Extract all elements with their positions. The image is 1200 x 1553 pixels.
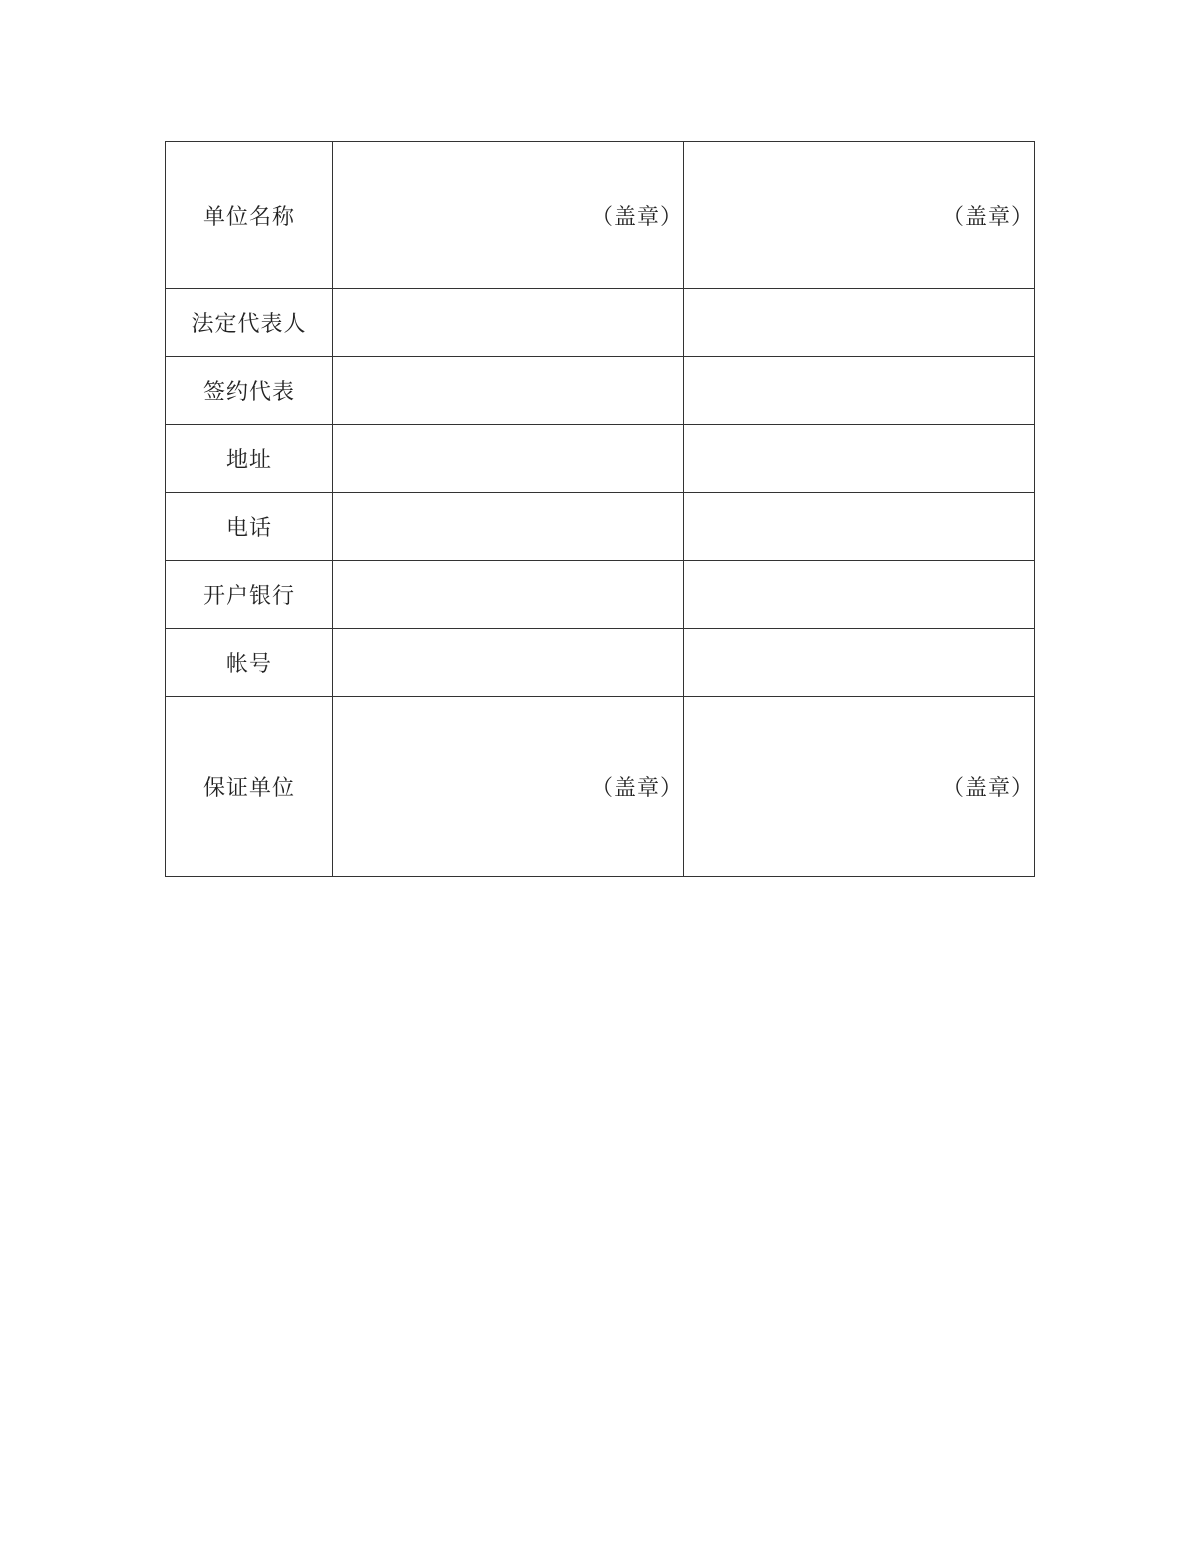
table-row-unit-name <box>166 142 1035 289</box>
account-party-b-cell[interactable] <box>684 629 1035 697</box>
signing-rep-party-a-cell[interactable] <box>333 357 684 425</box>
phone-party-a-cell[interactable] <box>333 493 684 561</box>
table-row-guarantor <box>166 697 1035 877</box>
table-row-address <box>166 425 1035 493</box>
legal-rep-party-a-cell[interactable] <box>333 289 684 357</box>
unit-name-party-b-cell[interactable] <box>684 142 1035 289</box>
row-label-bank: 开户银行 <box>166 561 333 629</box>
row-label-legal-rep: 法定代表人 <box>166 289 333 357</box>
seal-note: （盖章） <box>590 204 683 230</box>
table-row-bank <box>166 561 1035 629</box>
unit-name-party-a-cell[interactable] <box>333 142 684 289</box>
seal-note: （盖章） <box>941 204 1034 230</box>
seal-note: （盖章） <box>941 776 1034 801</box>
legal-rep-party-b-cell[interactable] <box>684 289 1035 357</box>
address-party-b-cell[interactable] <box>684 425 1035 493</box>
guarantor-party-b-cell[interactable] <box>684 697 1035 877</box>
seal-note: （盖章） <box>590 776 683 801</box>
signing-rep-party-b-cell[interactable] <box>684 357 1035 425</box>
row-label-signing-rep: 签约代表 <box>166 357 333 425</box>
bank-party-b-cell[interactable] <box>684 561 1035 629</box>
table-row-signing-rep <box>166 357 1035 425</box>
table-row-legal-rep <box>166 289 1035 357</box>
phone-party-b-cell[interactable] <box>684 493 1035 561</box>
row-label-address: 地址 <box>166 425 333 493</box>
row-label-guarantor: 保证单位 <box>166 697 333 877</box>
account-party-a-cell[interactable] <box>333 629 684 697</box>
row-label-account: 帐号 <box>166 629 333 697</box>
party-info-table <box>165 141 1035 877</box>
table-row-account <box>166 629 1035 697</box>
guarantor-party-a-cell[interactable] <box>333 697 684 877</box>
row-label-unit-name: 单位名称 <box>166 142 333 289</box>
address-party-a-cell[interactable] <box>333 425 684 493</box>
table-row-phone <box>166 493 1035 561</box>
bank-party-a-cell[interactable] <box>333 561 684 629</box>
row-label-phone: 电话 <box>166 493 333 561</box>
